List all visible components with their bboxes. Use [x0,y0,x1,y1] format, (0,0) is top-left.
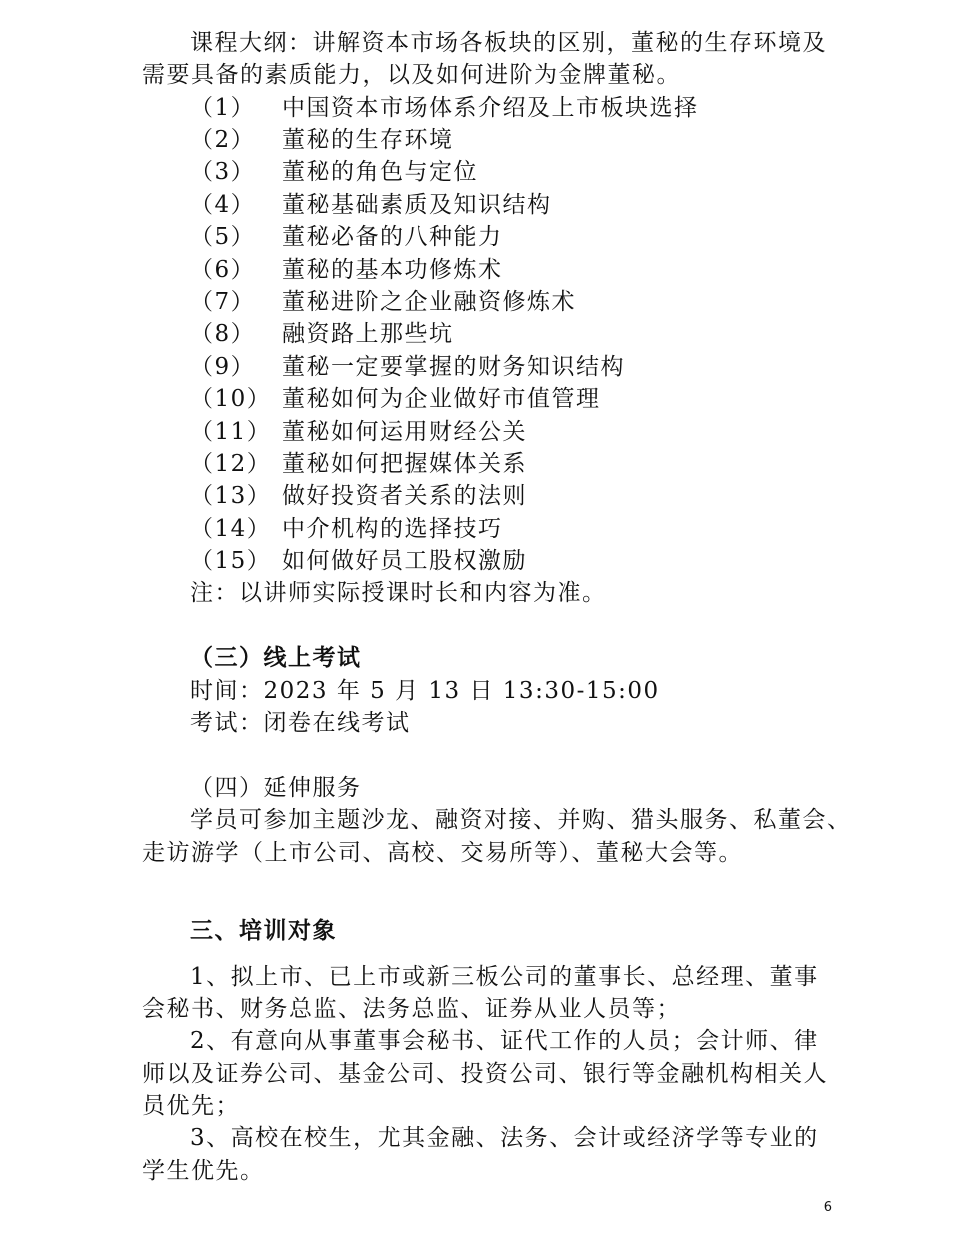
exam-heading: （三）线上考试 [190,644,362,671]
target-heading: 三、培训对象 [190,917,337,944]
outline-item: （11） 董秘如何运用财经公关 [190,419,527,445]
extension-heading: （四）延伸服务 [190,775,362,801]
extension-line-1: 学员可参加主题沙龙、融资对接、并购、猎头服务、私董会、 [190,807,852,833]
outline-item: （13） 做好投资者关系的法则 [190,483,527,509]
outline-item: （9） 董秘一定要掌握的财务知识结构 [190,354,625,380]
outline-item: （8） 融资路上那些坑 [190,321,454,347]
outline-item: （2） 董秘的生存环境 [190,127,454,153]
outline-item: （5） 董秘必备的八种能力 [190,224,503,250]
outline-item: （7） 董秘进阶之企业融资修炼术 [190,289,576,315]
extension-line-2: 走访游学（上市公司、高校、交易所等）、董秘大会等。 [142,840,743,866]
exam-mode: 考试：闭卷在线考试 [190,710,411,736]
outline-item: （12） 董秘如何把握媒体关系 [190,451,527,477]
outline-item: （1） 中国资本市场体系介绍及上市板块选择 [190,95,699,121]
exam-time: 时间：2023 年 5 月 13 日 13:30-15:00 [190,678,660,704]
outline-item: （10） 董秘如何为企业做好市值管理 [190,386,601,412]
outline-item: （15） 如何做好员工股权激励 [190,548,527,574]
outline-intro-line-2: 需要具备的素质能力，以及如何进阶为金牌董秘。 [142,62,681,88]
outline-item: （3） 董秘的角色与定位 [190,159,478,185]
target-paragraph-1-line-1: 1、拟上市、已上市或新三板公司的董事长、总经理、董事 [190,964,819,990]
target-paragraph-2-line-2: 师以及证券公司、基金公司、投资公司、银行等金融机构相关人 [142,1061,828,1087]
outline-item: （4） 董秘基础素质及知识结构 [190,192,552,218]
outline-note: 注：以讲师实际授课时长和内容为准。 [190,580,607,606]
page-number: 6 [823,1200,832,1215]
outline-intro-line-1: 课程大纲：讲解资本市场各板块的区别，董秘的生存环境及 [190,30,827,56]
target-paragraph-3-line-2: 学生优先。 [142,1158,265,1184]
outline-item: （6） 董秘的基本功修炼术 [190,257,503,283]
outline-item: （14） 中介机构的选择技巧 [190,516,503,542]
target-paragraph-2-line-1: 2、有意向从事董事会秘书、证代工作的人员；会计师、律 [190,1028,819,1054]
target-paragraph-2-line-3: 员优先； [142,1093,240,1119]
target-paragraph-1-line-2: 会秘书、财务总监、法务总监、证券从业人员等； [142,996,681,1022]
target-paragraph-3-line-1: 3、高校在校生，尤其金融、法务、会计或经济学等专业的 [190,1125,819,1151]
